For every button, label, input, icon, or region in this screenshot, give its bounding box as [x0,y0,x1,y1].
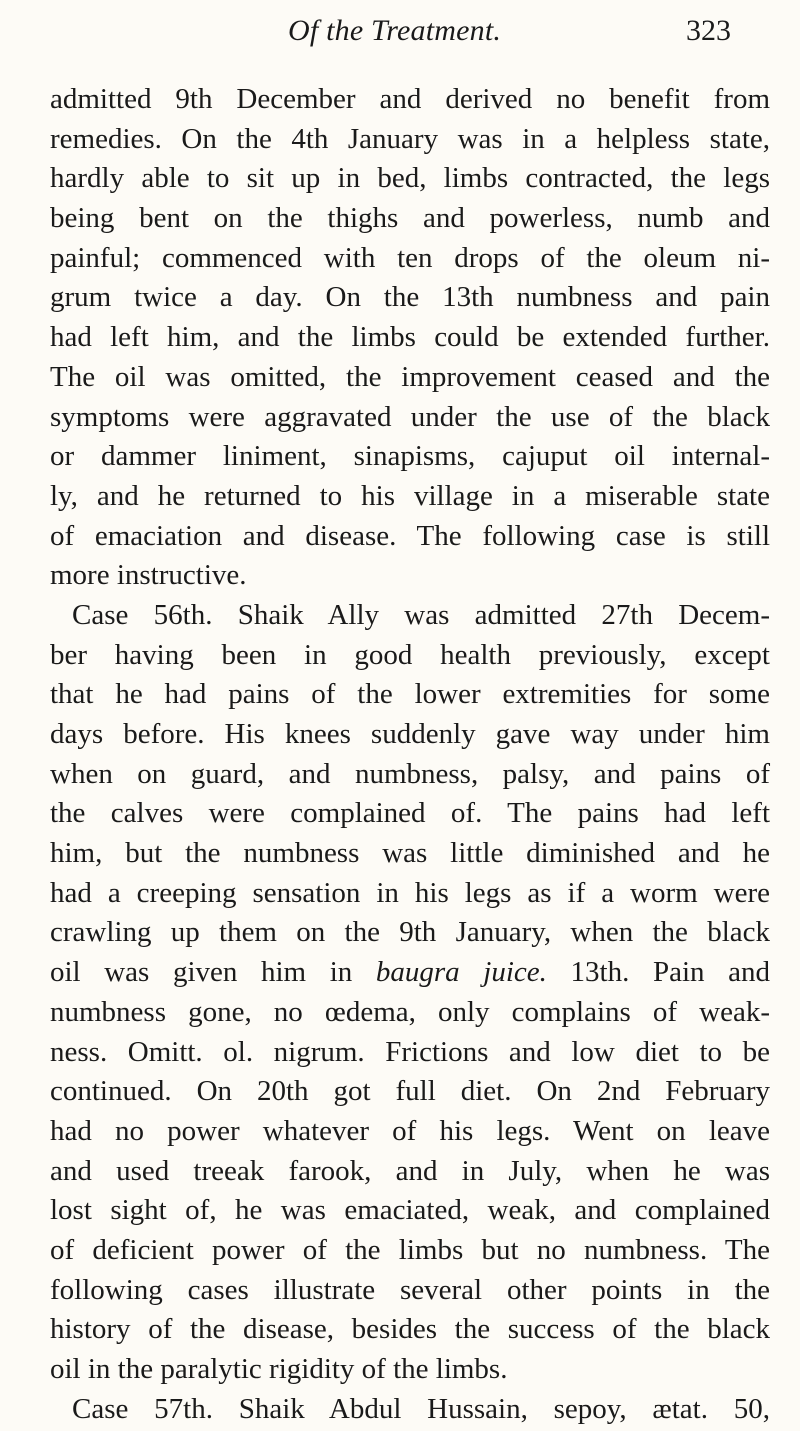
text-line [50,953,770,993]
text-line: that he had pains of the lower extremities for some [50,678,770,711]
text-line: ly, and he returned to his village in a miserable state [50,479,770,512]
text-line: of deficient power of the limbs but no numbness. The [50,1233,770,1266]
text-line: when on guard, and numbness, palsy, and pains of [50,757,770,790]
text-line: oil in the paralytic rigidity of the limbs. [50,1353,508,1385]
text-line: painful; commenced with ten drops of the oleum ni- [50,241,770,274]
text-line: of emaciation and disease. The following case is still [50,519,770,552]
page-number: 323 [686,14,731,47]
text-line: lost sight of, he was emaciated, weak, and complained [50,1194,770,1227]
text-line: hardly able to sit up in bed, limbs contracted, the legs [50,162,770,195]
italic-term: baugra juice. [375,956,547,989]
body-text [50,80,770,1429]
text-line: grum twice a day. On the 13th numbness and pain [50,281,770,314]
text-line: days before. His knees suddenly gave way under him [50,718,770,750]
text-line: had no power whatever of his legs. Went on leave [50,1114,770,1147]
text-line: numbness gone, no œdema, only complains of weak- [50,995,770,1028]
text-segment: oil was given him in [50,956,376,989]
text-line: admitted 9th December and derived no benefit from [50,83,770,115]
text-line: Case 57th. Shaik Abdul Hussain, sepoy, ætat. 50, [72,1392,770,1425]
text-line: symptoms were aggravated under the use of the black [50,400,770,433]
text-line: ness. Omitt. ol. nigrum. Frictions and low diet to be [50,1035,770,1068]
running-head [0,14,800,58]
text-line: the calves were complained of. The pains had left [50,797,770,830]
text-segment: 13th. Pain and [546,956,770,989]
text-line: ber having been in good health previously, except [50,638,770,671]
text-line: and used treeak farook, and in July, when he was [50,1154,770,1187]
text-line: had a creeping sensation in his legs as if a worm were [50,876,770,909]
text-line: being bent on the thighs and powerless, numb and [50,202,770,235]
text-line: history of the disease, besides the success of the black [50,1313,770,1346]
text-line: Case 56th. Shaik Ally was admitted 27th Decem- [72,598,770,631]
text-line: had left him, and the limbs could be extended further. [50,321,770,354]
text-line: him, but the numbness was little diminished and he [50,837,770,870]
text-line: following cases illustrate several other points in the [50,1273,770,1306]
running-title: Of the Treatment. [288,14,502,47]
text-line: continued. On 20th got full diet. On 2nd February [50,1075,770,1108]
text-line: or dammer liniment, sinapisms, cajuput oil internal- [50,440,770,473]
text-line: The oil was omitted, the improvement ceased and the [50,360,770,393]
text-line: more instructive. [50,559,247,592]
text-line: crawling up them on the 9th January, when the black [50,916,770,949]
text-line: remedies. On the 4th January was in a helpless state, [50,122,770,155]
